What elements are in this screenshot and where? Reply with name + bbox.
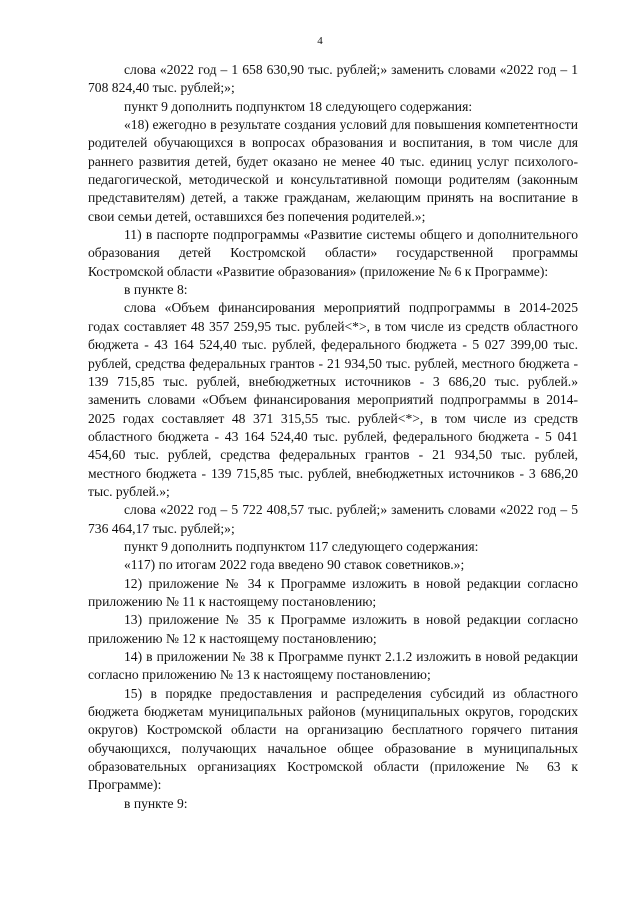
paragraph: в пункте 8: xyxy=(124,282,188,298)
document-body xyxy=(88,61,578,813)
paragraph: пункт 9 дополнить подпунктом 18 следующего содержания: xyxy=(124,98,473,114)
page-number: 4 xyxy=(317,35,323,47)
paragraph: 14) в приложении № 38 к Программе пункт 2.1.2 изложить в новой редакции согласно приложению № 13 к настоящему постановлению; xyxy=(88,649,578,683)
paragraph: слова «2022 год – 1 658 630,90 тыс. рублей;» заменить словами «2022 год – 1 708 824,40 тыс. рублей;»; xyxy=(88,62,578,96)
paragraph: слова «2022 год – 5 722 408,57 тыс. рублей;» заменить словами «2022 год – 5 736 464,17 тыс. рублей;»; xyxy=(88,502,578,536)
paragraph: 15) в порядке предоставления и распределения субсидий из областного бюджета бюджетам муниципальных районов (муниципальных округов, городских округов) Костромской области на организацию бесплатного горячего питания обучающихся, получающих начальное общее образование в муниципальных образовательных организациях Костромской области (приложение № 63 к Программе): xyxy=(88,685,578,793)
paragraph: «117) по итогам 2022 года введено 90 ставок советников.»; xyxy=(124,557,465,573)
paragraph: слова «Объем финансирования мероприятий подпрограммы в 2014-2025 годах составляет 48 357 259,95 тыс. рублей<*>, в том числе из средств областного бюджета - 43 164 524,40 тыс. рублей, федерального бюджета - 5 027 399,00 тыс. рублей, средства федеральных грантов - 21 934,50 тыс. рублей, местного бюджета - 139 715,85 тыс. рублей, внебюджетных источников - 3 686,20 тыс. рублей.» заменить словами «Объем финансирования мероприятий подпрограммы в 2014-2025 годах составляет 48 371 315,55 тыс. рублей<*>, в том числе из средств областного бюджета - 43 164 524,40 тыс. рублей, федерального бюджета - 5 041 454,60 тыс. рублей, средства федеральных грантов - 21 934,50 тыс. рублей, местного бюджета - 139 715,85 тыс. рублей, внебюджетных источников - 3 686,20 тыс. рублей.»; xyxy=(88,300,578,499)
paragraph: 13) приложение № 35 к Программе изложить в новой редакции согласно приложению № 12 к настоящему постановлению; xyxy=(88,612,578,646)
paragraph: в пункте 9: xyxy=(124,795,188,811)
paragraph: 11) в паспорте подпрограммы «Развитие системы общего и дополнительного образования детей Костромской области» государственной программы Костромской области «Развитие образования» (приложение № 6 к Программе): xyxy=(88,227,578,279)
paragraph: пункт 9 дополнить подпунктом 117 следующего содержания: xyxy=(124,538,479,554)
paragraph: «18) ежегодно в результате создания условий для повышения компетентности родителей обучающихся в вопросах образования и воспитания, в том числе для раннего развития детей, будет оказано не менее 40 тыс. единиц услуг психолого-педагогической, методической и консультативной помощи родителям (законным представителям) детей, а также гражданам, желающим принять на воспитание в свои семьи детей, оставшихся без попечения родителей.»; xyxy=(88,117,578,224)
paragraph: 12) приложение № 34 к Программе изложить в новой редакции согласно приложению № 11 к настоящему постановлению; xyxy=(88,575,578,609)
